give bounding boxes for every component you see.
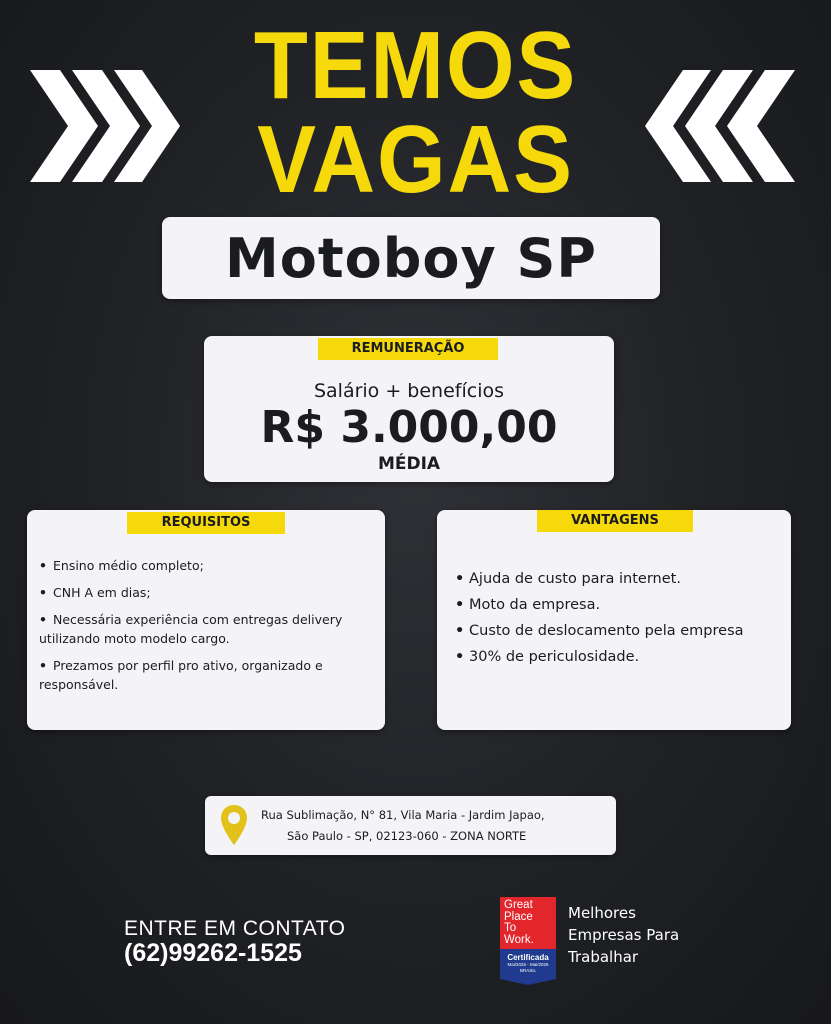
bullet-icon: • bbox=[39, 585, 47, 600]
list-item bbox=[39, 583, 381, 602]
salary-card bbox=[204, 336, 614, 482]
badge-caption bbox=[568, 902, 679, 968]
benefit-text: Custo de deslocamento pela empresa bbox=[469, 623, 744, 639]
badge-word: Place bbox=[504, 910, 533, 923]
benefit-text: Ajuda de custo para internet. bbox=[469, 571, 681, 587]
badge-caption-line: Trabalhar bbox=[568, 948, 639, 966]
salary-value: R$ 3.000,00 bbox=[260, 402, 558, 453]
list-item bbox=[455, 618, 787, 644]
address-box bbox=[205, 796, 616, 855]
bullet-icon: • bbox=[455, 623, 465, 639]
requirement-text: CNH A em dias; bbox=[53, 585, 151, 600]
benefits-list bbox=[455, 566, 787, 670]
job-title: Motoboy SP bbox=[225, 226, 597, 290]
bullet-icon: • bbox=[39, 658, 47, 673]
requirements-tag: REQUISITOS bbox=[127, 512, 285, 534]
bullet-icon: • bbox=[455, 649, 465, 665]
badge-bottom bbox=[500, 949, 556, 979]
job-title-box bbox=[162, 217, 660, 299]
list-item bbox=[455, 566, 787, 592]
headline-line-2: VAGAS bbox=[257, 106, 574, 213]
badge-word: Great bbox=[504, 899, 533, 911]
requirements-list bbox=[39, 556, 381, 702]
badge-word: To bbox=[504, 922, 517, 934]
list-item bbox=[39, 656, 381, 694]
badge-caption-line: Empresas Para bbox=[568, 926, 680, 944]
badge-point bbox=[500, 979, 556, 985]
address-line-2: São Paulo - SP, 02123-060 - ZONA NORTE bbox=[287, 829, 527, 843]
gptw-badge-logo bbox=[500, 897, 556, 985]
requirements-card bbox=[27, 510, 385, 730]
salary-note: MÉDIA bbox=[377, 454, 441, 474]
badge-country: BRASIL bbox=[519, 968, 536, 973]
bullet-icon: • bbox=[455, 571, 465, 587]
headline-line-1: TEMOS bbox=[253, 12, 578, 119]
badge-certified: Certificada bbox=[507, 953, 549, 962]
requirement-text: Ensino médio completo; bbox=[53, 558, 204, 573]
list-item bbox=[39, 556, 381, 575]
badge-word: Work. bbox=[504, 933, 534, 946]
requirement-text: Necessária experiência com entregas delivery utilizando moto modelo cargo. bbox=[39, 612, 343, 646]
list-item bbox=[455, 644, 787, 670]
contact-label: ENTRE EM CONTATO bbox=[124, 917, 346, 940]
requirement-text: Prezamos por perfil pro ativo, organizado e responsável. bbox=[39, 658, 323, 692]
benefits-card bbox=[437, 510, 791, 730]
benefit-text: Moto da empresa. bbox=[469, 597, 601, 613]
bullet-icon: • bbox=[39, 612, 47, 627]
salary-tag: REMUNERAÇÃO bbox=[318, 338, 498, 360]
benefit-text: 30% de periculosidade. bbox=[469, 649, 640, 665]
list-item bbox=[455, 592, 787, 618]
bullet-icon: • bbox=[39, 558, 47, 573]
salary-subtitle: Salário + benefícios bbox=[313, 380, 505, 402]
contact-phone[interactable]: (62)99262-1525 bbox=[124, 939, 302, 967]
badge-top bbox=[500, 897, 556, 949]
address-line-1: Rua Sublimação, N° 81, Vila Maria - Jardim Japao, bbox=[261, 808, 545, 822]
bullet-icon: • bbox=[455, 597, 465, 613]
list-item bbox=[39, 610, 381, 648]
location-pin-icon bbox=[219, 804, 249, 846]
badge-dates: Mai/2025 - Mai/2026 bbox=[507, 962, 549, 967]
badge-caption-line: Melhores bbox=[568, 904, 636, 922]
benefits-tag: VANTAGENS bbox=[537, 510, 693, 532]
